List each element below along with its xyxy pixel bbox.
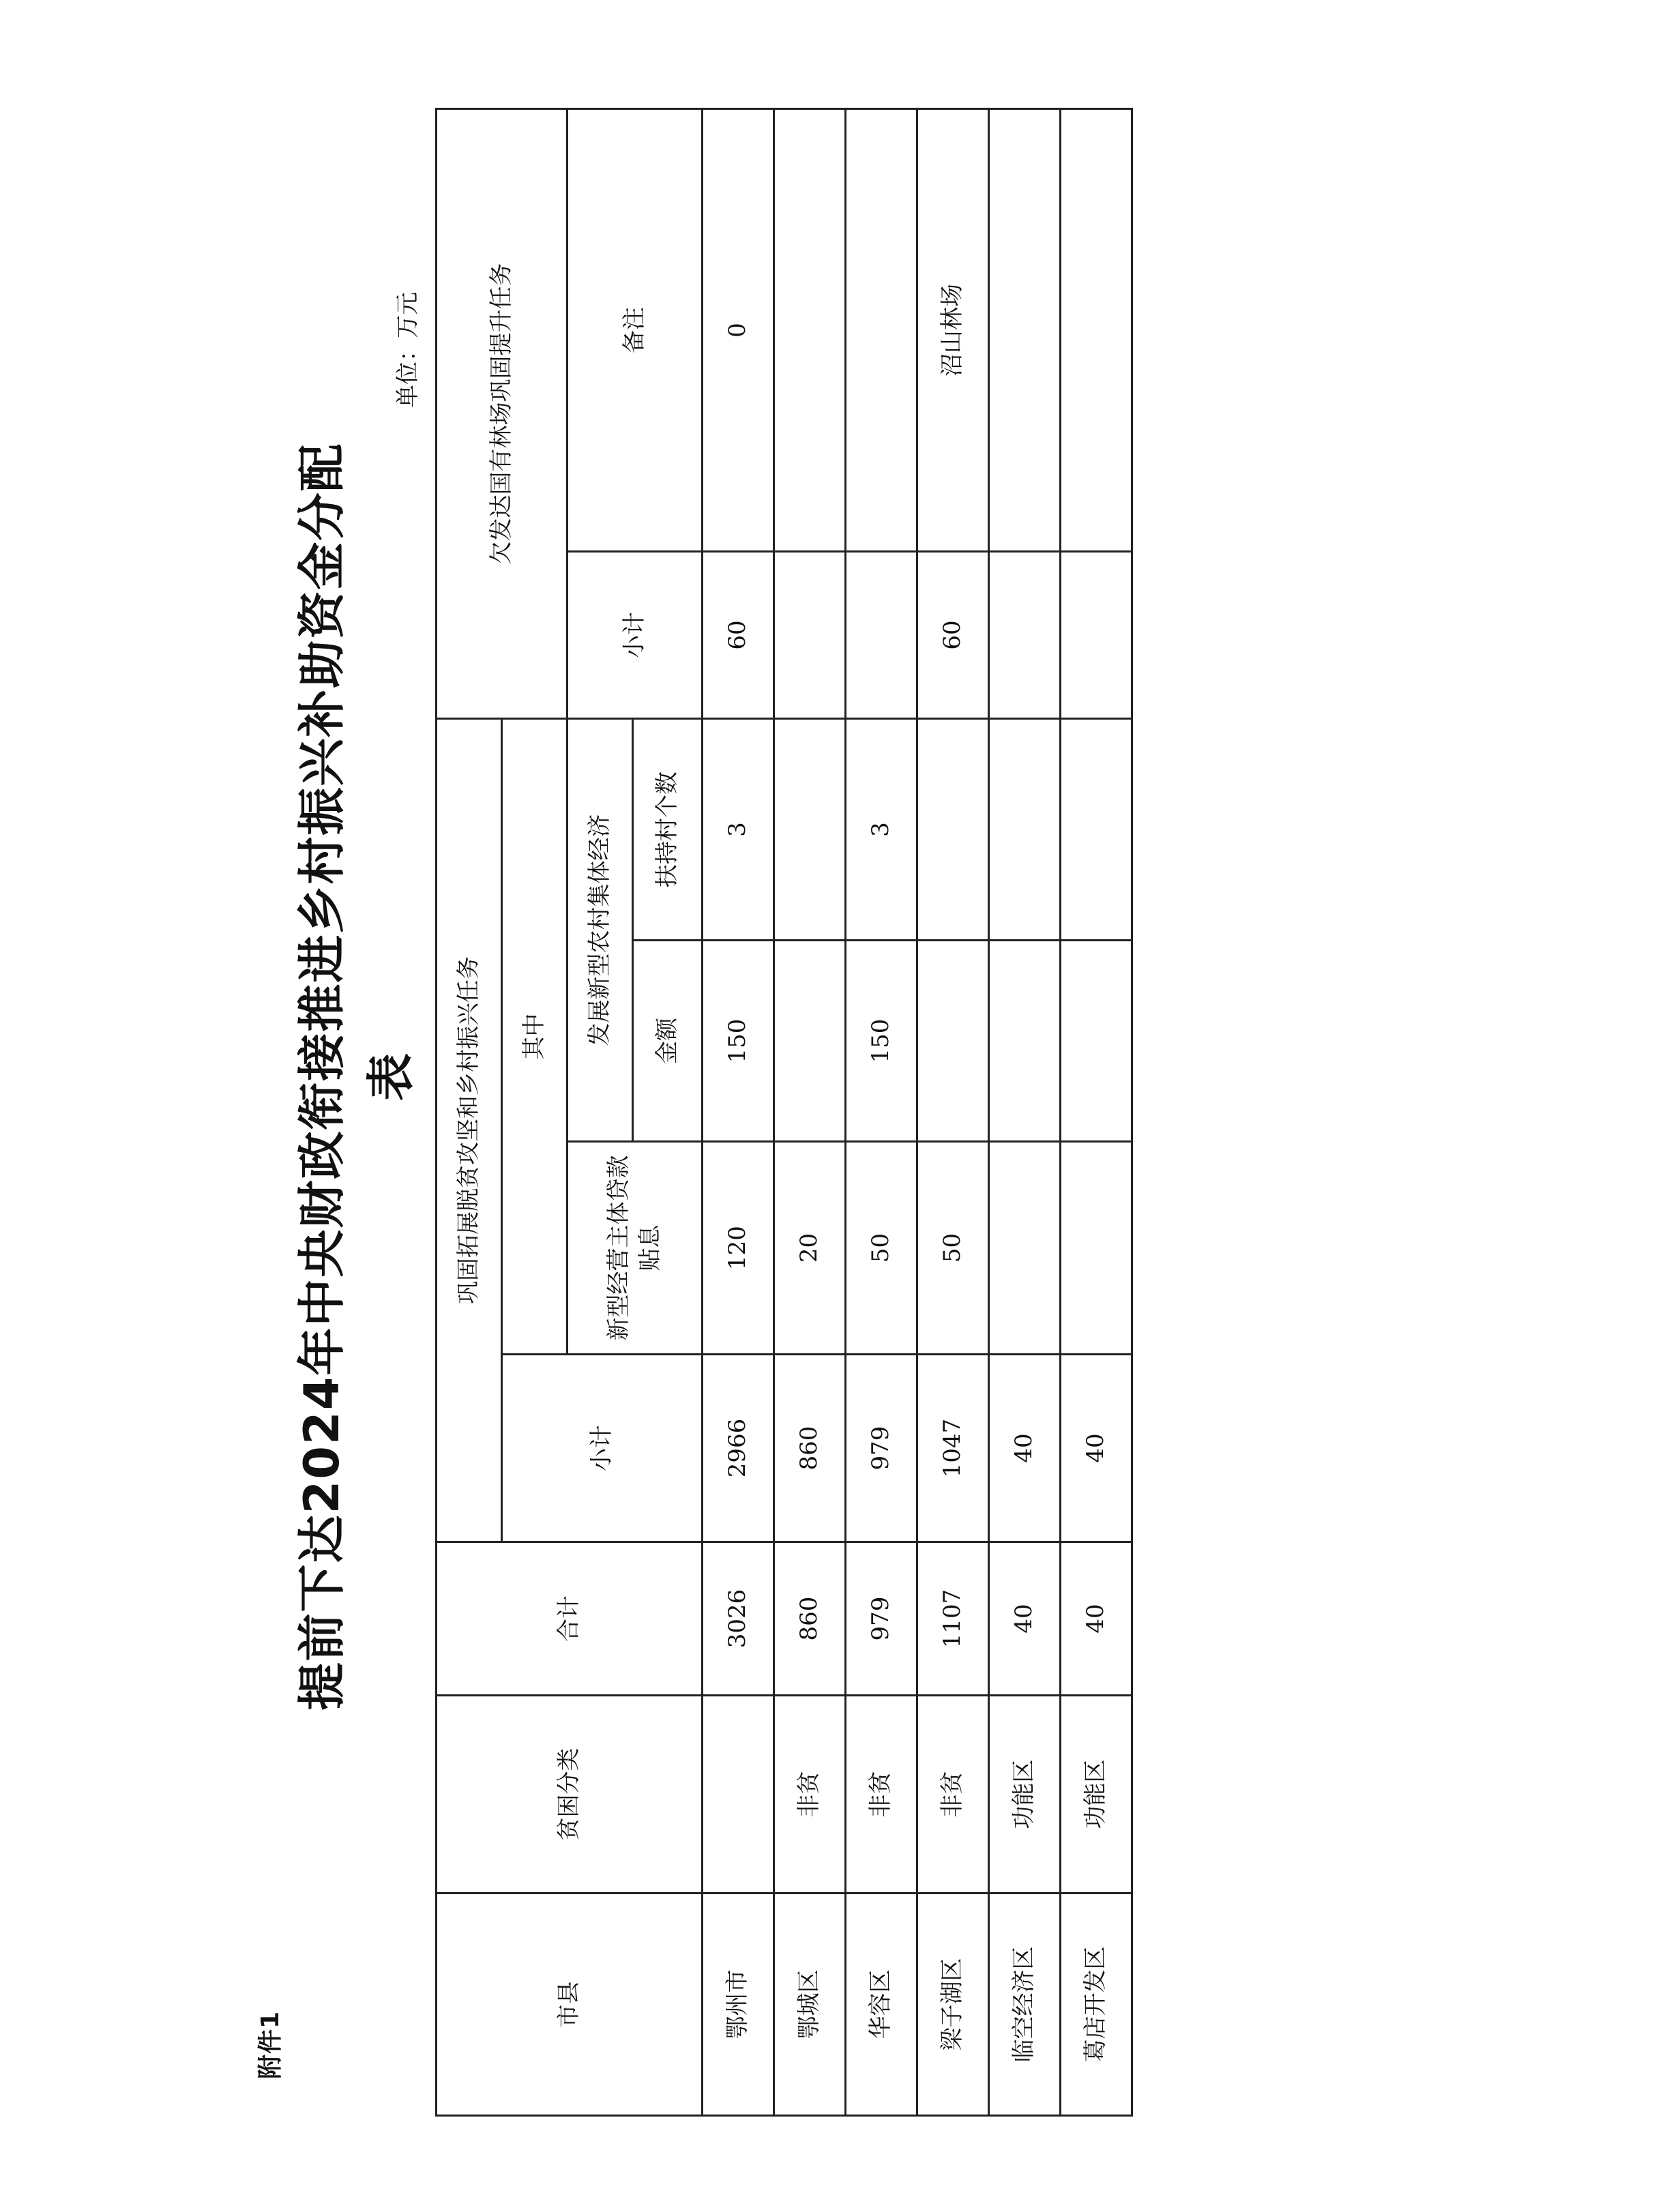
cell-amount [1061,941,1132,1142]
cell-poverty-class: 非贫 [917,1696,989,1894]
cell-village-count [989,719,1061,941]
cell-poverty-class: 非贫 [846,1696,917,1894]
cell-forest-subtotal [1061,552,1132,719]
cell-village-count: 3 [703,719,774,941]
cell-loan-interest [1061,1142,1132,1355]
cell-county: 鄂城区 [774,1894,846,2116]
cell-county: 梁子湖区 [917,1894,989,2116]
header-forest-group: 欠发达国有林场巩固提升任务 [437,108,568,718]
header-remarks: 备注 [568,108,703,551]
table-row [989,108,1061,2115]
cell-total: 979 [846,1542,917,1696]
document-title: 提前下达2024年中央财政衔接推进乡村振兴补助资金分配表 [294,442,419,1711]
cell-amount [774,941,846,1142]
cell-village-count [774,719,846,941]
cell-total: 40 [1061,1542,1132,1696]
unit-label: 单位：万元 [394,292,422,408]
header-row-1 [437,108,502,2115]
cell-subtotal: 2966 [703,1355,774,1542]
cell-remarks [846,108,917,551]
cell-loan-interest: 120 [703,1142,774,1355]
allocation-table [435,108,1133,2117]
header-subtotal: 小计 [502,1355,703,1542]
table-row [774,108,846,2115]
header-village-count: 扶持村个数 [633,719,703,941]
table-row [917,108,989,2115]
header-collective-economy: 发展新型农村集体经济 [568,719,633,1142]
cell-subtotal: 860 [774,1355,846,1542]
cell-poverty-class: 功能区 [989,1696,1061,1894]
cell-loan-interest [989,1142,1061,1355]
cell-total: 860 [774,1542,846,1696]
header-total: 合计 [437,1542,703,1696]
table-row [703,108,774,2115]
attachment-label: 附件1 [256,2010,284,2079]
cell-loan-interest: 20 [774,1142,846,1355]
cell-total: 40 [989,1542,1061,1696]
header-forest-subtotal: 小计 [568,552,703,719]
cell-village-count: 3 [846,719,917,941]
table-row [846,108,917,2115]
cell-remarks [989,108,1061,551]
cell-amount [989,941,1061,1142]
cell-remarks: 沼山林场 [917,108,989,551]
header-loan-interest: 新型经营主体贷款贴息 [568,1142,703,1355]
cell-amount: 150 [846,941,917,1142]
cell-county: 华容区 [846,1894,917,2116]
cell-poverty-class: 功能区 [1061,1696,1132,1894]
table-row [1061,108,1132,2115]
cell-total: 1107 [917,1542,989,1696]
cell-amount: 150 [703,941,774,1142]
cell-village-count [917,719,989,941]
header-of-which: 其中 [502,719,568,1355]
cell-subtotal: 40 [989,1355,1061,1542]
cell-county: 临空经济区 [989,1894,1061,2116]
cell-forest-subtotal [846,552,917,719]
header-poverty-class: 贫困分类 [437,1696,703,1894]
cell-poverty-class [703,1696,774,1894]
cell-remarks: 0 [703,108,774,551]
cell-forest-subtotal [989,552,1061,719]
cell-total: 3026 [703,1542,774,1696]
cell-forest-subtotal [774,552,846,719]
cell-remarks [774,108,846,551]
cell-village-count [1061,719,1132,941]
cell-subtotal: 40 [1061,1355,1132,1542]
cell-loan-interest: 50 [846,1142,917,1355]
cell-forest-subtotal: 60 [703,552,774,719]
cell-subtotal: 979 [846,1355,917,1542]
cell-remarks [1061,108,1132,551]
cell-amount [917,941,989,1142]
header-consolidate-group: 巩固拓展脱贫攻坚和乡村振兴任务 [437,719,502,1542]
cell-county: 葛店开发区 [1061,1894,1132,2116]
header-county: 市县 [437,1894,703,2116]
cell-county: 鄂州市 [703,1894,774,2116]
cell-poverty-class: 非贫 [774,1696,846,1894]
header-amount: 金额 [633,941,703,1142]
cell-loan-interest: 50 [917,1142,989,1355]
cell-forest-subtotal: 60 [917,552,989,719]
cell-subtotal: 1047 [917,1355,989,1542]
